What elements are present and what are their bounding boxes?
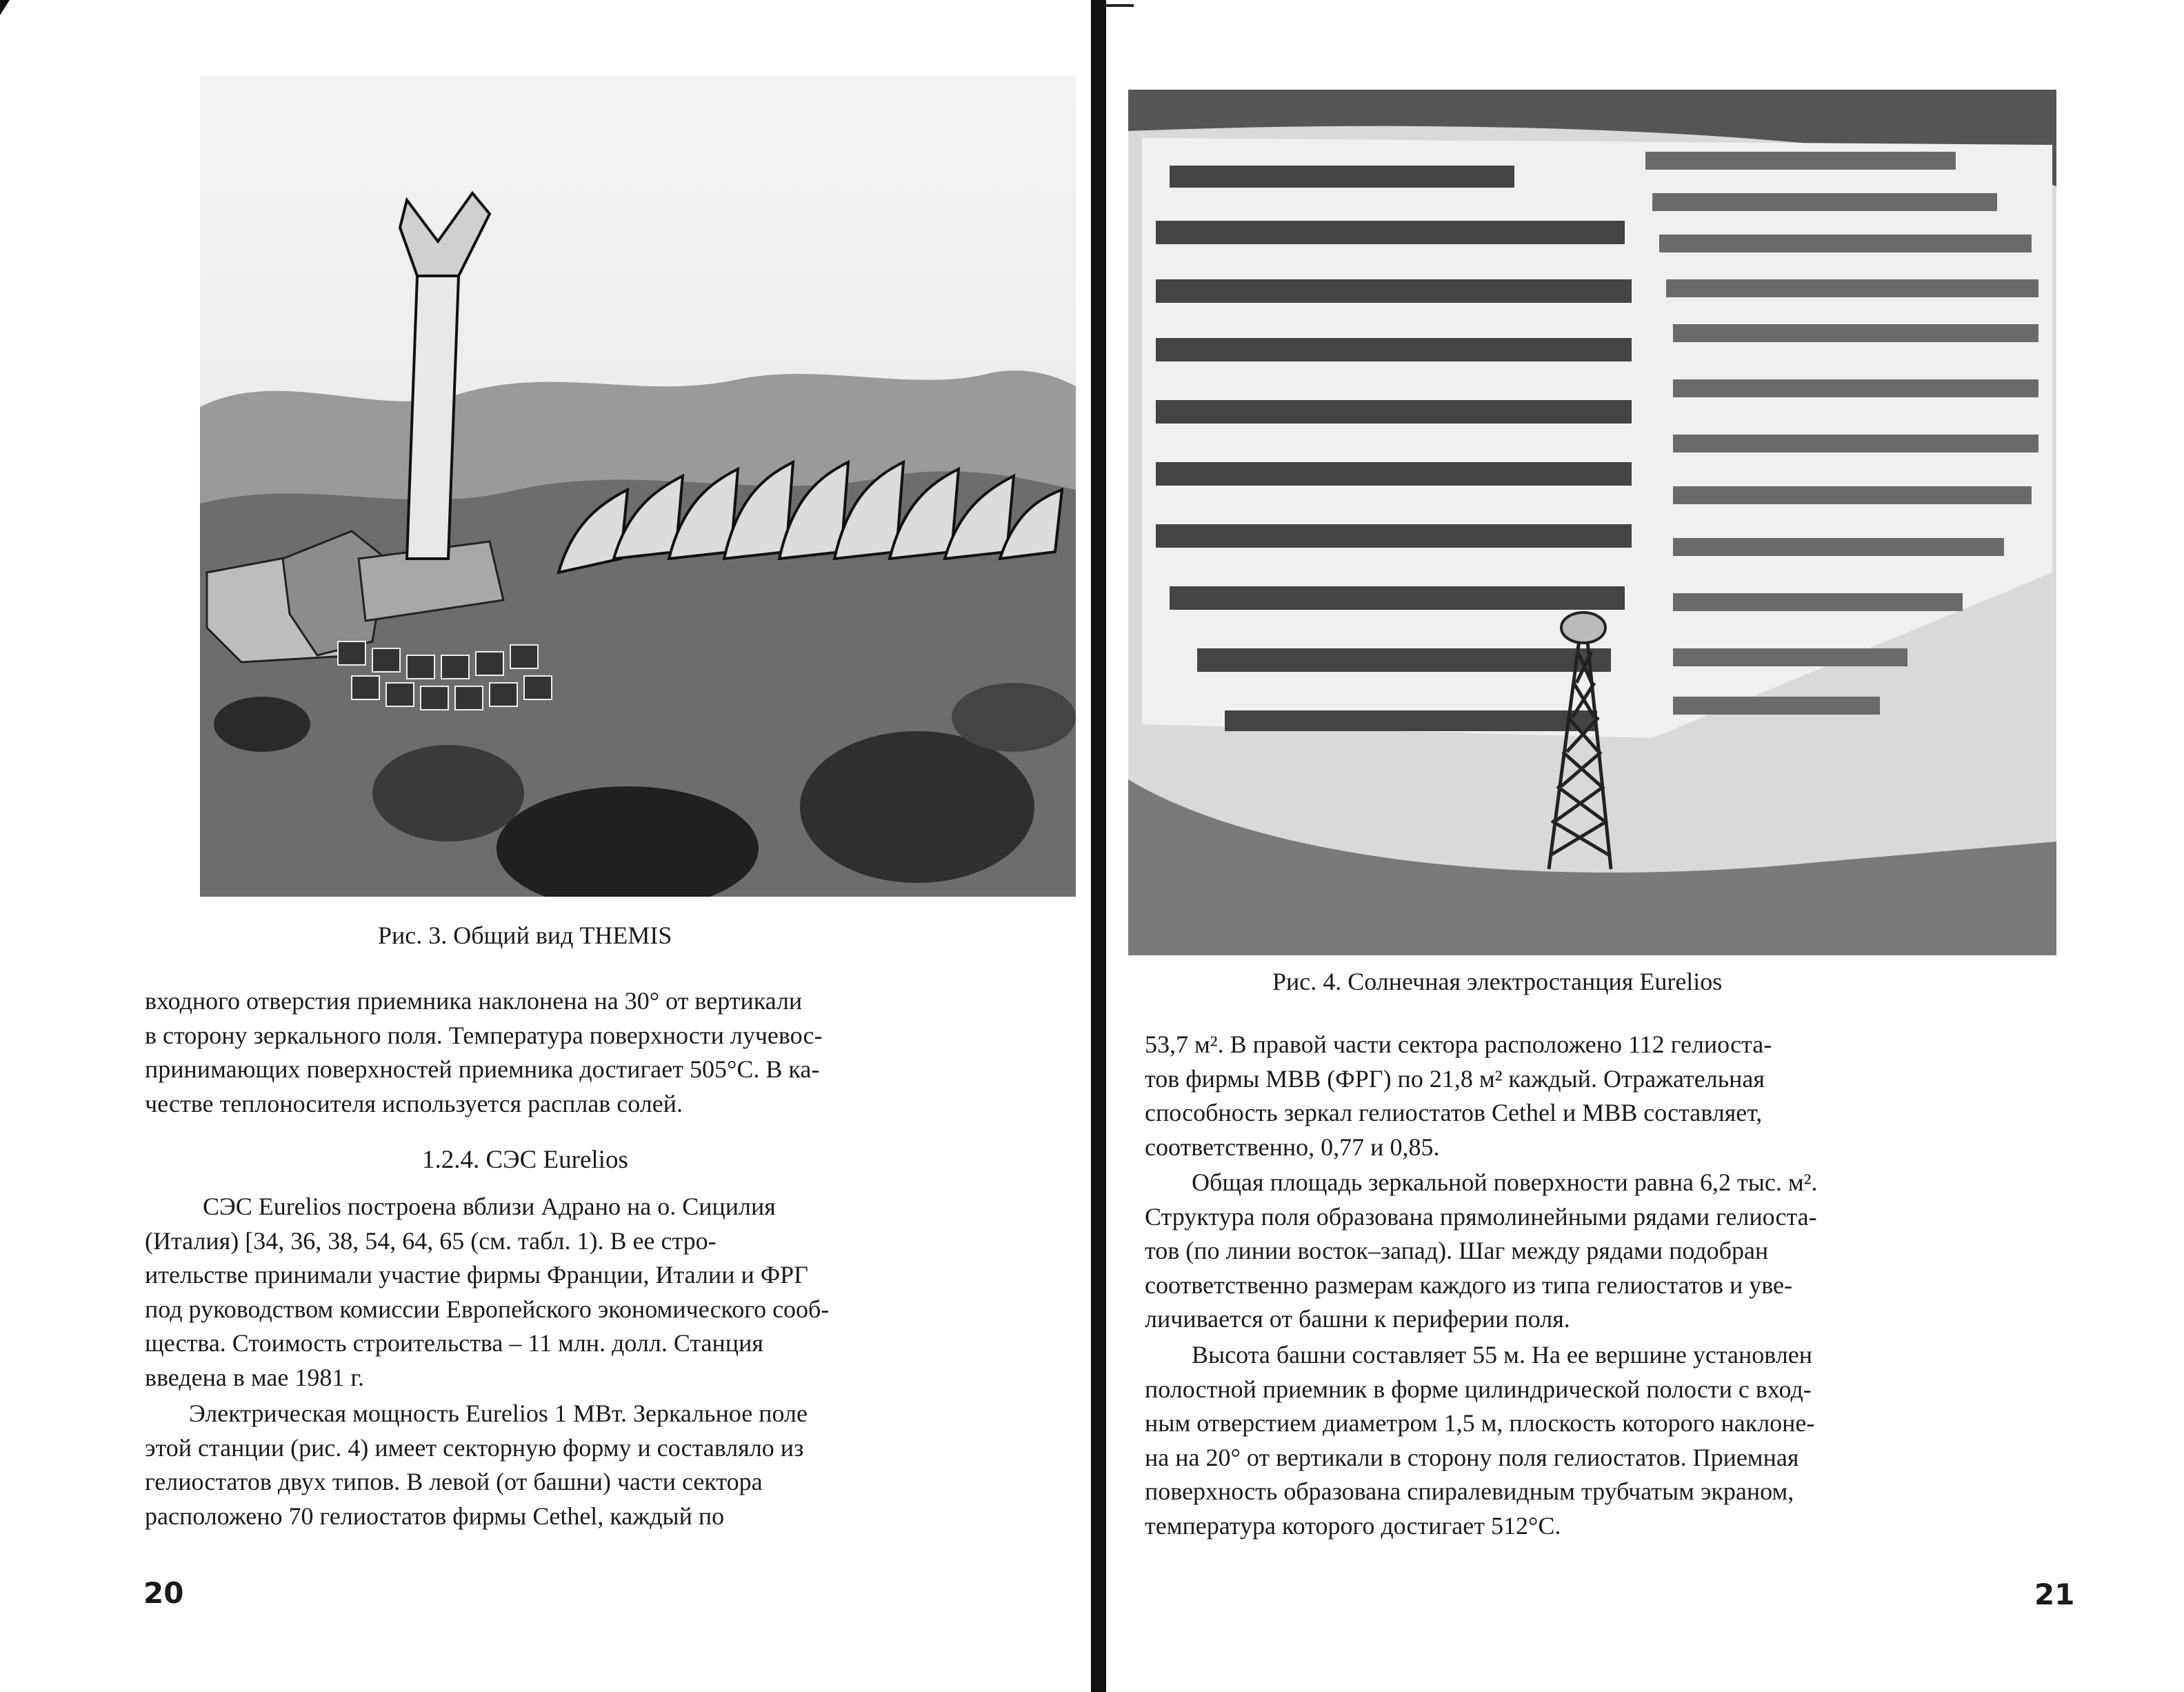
text-line: СЭС Eurelios построена вблизи Адрано на о. Сицилия xyxy=(203,1193,776,1220)
scan-corner-mark xyxy=(0,0,10,15)
text-line: ным отверстием диаметром 1,5 м, плоскость которого наклоне- xyxy=(1145,1409,1815,1437)
text-line: тов (по линии восток–запад). Шаг между рядами подобран xyxy=(1145,1237,1769,1264)
figure-3-caption: Рис. 3. Общий вид THEMIS xyxy=(378,922,672,949)
text-line: входного отверстия приемника наклонена на 30° от вертикали xyxy=(145,987,803,1015)
text-line: личивается от башни к периферии поля. xyxy=(1145,1305,1570,1333)
right-paragraph-2 xyxy=(1145,1166,1817,1337)
text-line: щества. Стоимость строительства – 11 млн. долл. Станция xyxy=(145,1329,763,1357)
text-line: тов фирмы МВВ (ФРГ) по 21,8 м² каждый. Отражательная xyxy=(1145,1064,1765,1093)
text-line: ительстве принимали участие фирмы Франции, Италии и ФРГ xyxy=(145,1261,808,1288)
text-line: соответственно размерам каждого из типа гелиостатов и уве- xyxy=(1145,1271,1792,1299)
text-line: полостной приемник в форме цилиндрической полости с вход- xyxy=(1145,1375,1812,1403)
text-line: под руководством комиссии Европейского экономического сооб- xyxy=(145,1295,830,1323)
right-paragraph-3 xyxy=(1145,1338,1814,1543)
figure-4-caption: Рис. 4. Солнечная электростанция Eurelios xyxy=(1272,968,1723,995)
text-line: поверхность образована спиралевидным трубчатым экраном, xyxy=(1145,1477,1794,1505)
left-paragraph-1 xyxy=(145,1190,829,1395)
text-line: на на 20° от вертикали в сторону поля гелиостатов. Приемная xyxy=(1145,1443,1799,1471)
text-line: введена в мае 1981 г. xyxy=(145,1363,365,1391)
text-line: расположено 70 гелиостатов фирмы Cethel, каждый по xyxy=(145,1502,725,1530)
figure-4-eurelios-photo xyxy=(1128,90,2056,955)
left-continued-text xyxy=(145,984,823,1121)
text-line: честве теплоносителя используется расплав солей. xyxy=(145,1089,683,1117)
text-line: этой станции (рис. 4) имеет секторную форму и составляло из xyxy=(145,1433,804,1462)
book-spine xyxy=(1091,0,1106,1692)
text-line: Общая площадь зеркальной поверхности равна 6,2 тыс. м². xyxy=(1192,1168,1818,1196)
text-line: соответственно, 0,77 и 0,85. xyxy=(1145,1133,1440,1161)
text-line: принимающих поверхностей приемника достигает 505°С. В ка- xyxy=(145,1055,820,1083)
text-line: Высота башни составляет 55 м. На ее вершине установлен xyxy=(1192,1341,1812,1368)
text-line: гелиостатов двух типов. В левой (от башни) части сектора xyxy=(145,1468,763,1495)
page-number-left: 20 xyxy=(143,1576,184,1610)
text-line: Электрическая мощность Eurelios 1 МВт. Зеркальное поле xyxy=(189,1400,808,1427)
section-heading: 1.2.4. СЭС Eurelios xyxy=(422,1146,628,1174)
text-line: (Италия) [34, 36, 38, 54, 64, 65 (см. табл. 1). В ее стро- xyxy=(145,1226,717,1255)
right-paragraph-1 xyxy=(1145,1028,1772,1164)
text-line: температура которого достигает 512°С. xyxy=(1145,1511,1561,1540)
text-line: способность зеркал гелиостатов Cethel и МВВ составляет, xyxy=(1145,1099,1763,1126)
text-line: в сторону зеркального поля. Температура поверхности лучевос- xyxy=(145,1021,823,1049)
left-paragraph-2 xyxy=(145,1397,808,1533)
text-line: Структура поля образована прямолинейными рядами гелиоста- xyxy=(1145,1202,1817,1231)
page-number-right: 21 xyxy=(2034,1577,2075,1611)
text-line: 53,7 м². В правой части сектора расположено 112 гелиоста- xyxy=(1145,1031,1772,1058)
spine-edge-mark xyxy=(1106,4,1134,7)
figure-3-themis-illustration xyxy=(200,76,1076,897)
